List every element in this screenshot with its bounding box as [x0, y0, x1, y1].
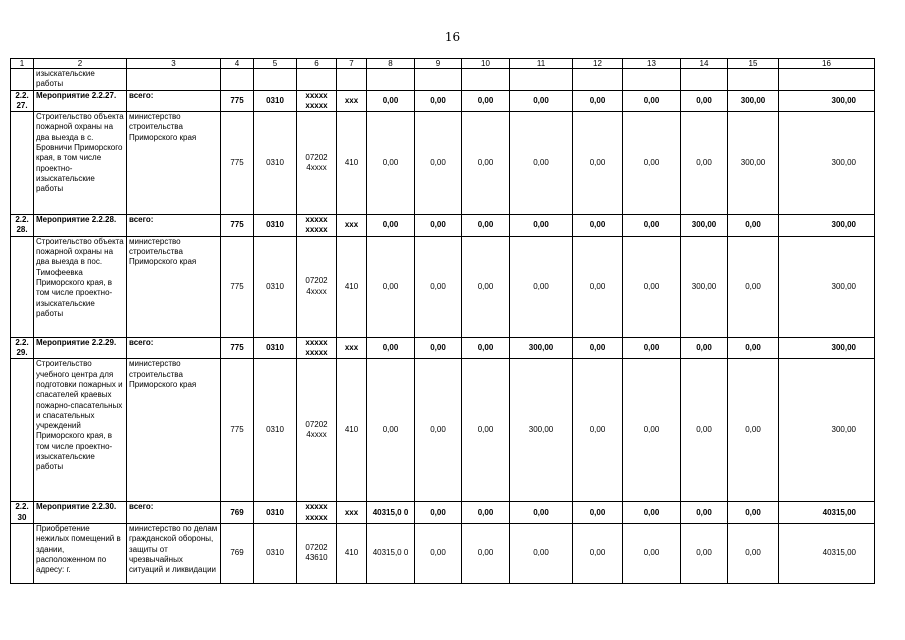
- column-header-8: 8: [367, 59, 415, 69]
- col-8: 0,00: [367, 112, 415, 215]
- continuation-row: [11, 69, 875, 91]
- col-7: ххх: [337, 215, 367, 237]
- total-row: [11, 215, 875, 237]
- column-header-6: 6: [297, 59, 337, 69]
- funding-source: министерство по делам гражданской обороны, защиты от чрезвычайных ситуаций и ликвидации: [127, 523, 221, 583]
- item-number: 2.2. 27.: [11, 90, 34, 112]
- item-name: Строительство объекта пожарной охраны на два выезда в с. Бровничи Приморского края, в том числе проектно-изыскательские работы: [34, 112, 127, 215]
- col-9: 0,00: [415, 90, 462, 112]
- detail-row: [11, 112, 875, 215]
- column-header-1: 1: [11, 59, 34, 69]
- col-11: 0,00: [510, 236, 573, 337]
- col-5: 0310: [254, 523, 297, 583]
- col-5: 0310: [254, 359, 297, 502]
- funding-source: всего:: [127, 90, 221, 112]
- col-15: 300,00: [728, 90, 779, 112]
- col-6: ххххх ххххх: [297, 337, 337, 359]
- col-15: 0,00: [728, 215, 779, 237]
- col-16: 40315,00: [779, 502, 875, 524]
- col-6: ххххх ххххх: [297, 502, 337, 524]
- column-header-16: 16: [779, 59, 875, 69]
- col-8: 40315,0 0: [367, 523, 415, 583]
- col-13: 0,00: [623, 523, 681, 583]
- funding-source: министерство строительства Приморского края: [127, 359, 221, 502]
- col-10: 0,00: [462, 502, 510, 524]
- funding-source: министерство строительства Приморского края: [127, 112, 221, 215]
- col-12: 0,00: [573, 502, 623, 524]
- item-name: Строительство учебного центра для подготовки пожарных и спасателей краевых пожарно-спасательных и спасательных учреждений Приморского края, в том числе проектно-изыскательские работы: [34, 359, 127, 502]
- page-number: 16: [444, 30, 461, 44]
- column-header-13: 13: [623, 59, 681, 69]
- total-row: [11, 337, 875, 359]
- col-4: 775: [221, 236, 254, 337]
- col-5: 0310: [254, 236, 297, 337]
- detail-row: [11, 236, 875, 337]
- col-14: 0,00: [681, 359, 728, 502]
- col-8: 0,00: [367, 337, 415, 359]
- col-11: 0,00: [510, 523, 573, 583]
- col-5: 0310: [254, 337, 297, 359]
- col-7: ххх: [337, 337, 367, 359]
- col-9: 0,00: [415, 215, 462, 237]
- detail-row: [11, 523, 875, 583]
- col-14: 300,00: [681, 236, 728, 337]
- col-16: 40315,00: [779, 523, 875, 583]
- item-name: Мероприятие 2.2.28.: [34, 215, 127, 237]
- col-7: ххх: [337, 90, 367, 112]
- col-8: 0,00: [367, 359, 415, 502]
- col-11: 0,00: [510, 502, 573, 524]
- col-10: 0,00: [462, 523, 510, 583]
- col-11: 0,00: [510, 215, 573, 237]
- item-name: Приобретение нежилых помещений в здании, расположенном по адресу: г.: [34, 523, 127, 583]
- col-8: 0,00: [367, 236, 415, 337]
- col-8: 0,00: [367, 90, 415, 112]
- col-12: 0,00: [573, 215, 623, 237]
- column-header-12: 12: [573, 59, 623, 69]
- item-number: 2.2. 29.: [11, 337, 34, 359]
- col-7: 410: [337, 523, 367, 583]
- col-4: 775: [221, 215, 254, 237]
- col-11: 0,00: [510, 112, 573, 215]
- item-name: Строительство объекта пожарной охраны на два выезда в пос. Тимофеевка Приморского края, в том числе проектно-изыскательские работы: [34, 236, 127, 337]
- col-14: 0,00: [681, 112, 728, 215]
- col-13: 0,00: [623, 90, 681, 112]
- col-9: 0,00: [415, 236, 462, 337]
- col-6: ххххх ххххх: [297, 215, 337, 237]
- col-6: 07202 4хххх: [297, 112, 337, 215]
- item-number: [11, 359, 34, 502]
- budget-table: [10, 58, 875, 584]
- col-9: 0,00: [415, 112, 462, 215]
- column-header-4: 4: [221, 59, 254, 69]
- col-15: 0,00: [728, 337, 779, 359]
- col-10: 0,00: [462, 112, 510, 215]
- item-name: Мероприятие 2.2.27.: [34, 90, 127, 112]
- item-name: Мероприятие 2.2.30.: [34, 502, 127, 524]
- col-14: 0,00: [681, 502, 728, 524]
- col-15: 0,00: [728, 236, 779, 337]
- col-7: 410: [337, 112, 367, 215]
- col-4: 769: [221, 502, 254, 524]
- col-12: 0,00: [573, 359, 623, 502]
- funding-source: всего:: [127, 337, 221, 359]
- col-13: 0,00: [623, 502, 681, 524]
- column-header-15: 15: [728, 59, 779, 69]
- col-16: 300,00: [779, 112, 875, 215]
- detail-row: [11, 359, 875, 502]
- col-16: 300,00: [779, 215, 875, 237]
- col-10: 0,00: [462, 236, 510, 337]
- col-11: 0,00: [510, 90, 573, 112]
- col-16: 300,00: [779, 337, 875, 359]
- col-6: 07202 4хххх: [297, 359, 337, 502]
- col-10: 0,00: [462, 215, 510, 237]
- column-header-14: 14: [681, 59, 728, 69]
- col-6: 07202 43610: [297, 523, 337, 583]
- col-11: 300,00: [510, 337, 573, 359]
- col-13: 0,00: [623, 337, 681, 359]
- col-10: 0,00: [462, 337, 510, 359]
- col-6: 07202 4хххх: [297, 236, 337, 337]
- col-12: 0,00: [573, 90, 623, 112]
- col-4: 769: [221, 523, 254, 583]
- column-header-row: [11, 59, 875, 69]
- col-5: 0310: [254, 112, 297, 215]
- funding-source: министерство строительства Приморского края: [127, 236, 221, 337]
- item-name: Мероприятие 2.2.29.: [34, 337, 127, 359]
- total-row: [11, 90, 875, 112]
- col-15: 0,00: [728, 359, 779, 502]
- col-4: 775: [221, 112, 254, 215]
- col-13: 0,00: [623, 112, 681, 215]
- col-13: 0,00: [623, 359, 681, 502]
- col-4: 775: [221, 90, 254, 112]
- col-11: 300,00: [510, 359, 573, 502]
- col-13: 0,00: [623, 236, 681, 337]
- col-16: 300,00: [779, 359, 875, 502]
- item-number: [11, 236, 34, 337]
- col-4: 775: [221, 359, 254, 502]
- col-9: 0,00: [415, 337, 462, 359]
- col-7: ххх: [337, 502, 367, 524]
- col-14: 300,00: [681, 215, 728, 237]
- col-10: 0,00: [462, 359, 510, 502]
- col-6: ххххх ххххх: [297, 90, 337, 112]
- column-header-11: 11: [510, 59, 573, 69]
- column-header-3: 3: [127, 59, 221, 69]
- total-row: [11, 502, 875, 524]
- col-9: 0,00: [415, 359, 462, 502]
- col-5: 0310: [254, 90, 297, 112]
- col-16: 300,00: [779, 236, 875, 337]
- col-12: 0,00: [573, 236, 623, 337]
- item-number: [11, 112, 34, 215]
- col-16: 300,00: [779, 90, 875, 112]
- col-15: 300,00: [728, 112, 779, 215]
- col-7: 410: [337, 236, 367, 337]
- col-15: 0,00: [728, 502, 779, 524]
- column-header-7: 7: [337, 59, 367, 69]
- col-12: 0,00: [573, 523, 623, 583]
- column-header-5: 5: [254, 59, 297, 69]
- item-number: 2.2. 28.: [11, 215, 34, 237]
- col-15: 0,00: [728, 523, 779, 583]
- col-4: 775: [221, 337, 254, 359]
- col-14: 0,00: [681, 90, 728, 112]
- col-13: 0,00: [623, 215, 681, 237]
- col-9: 0,00: [415, 523, 462, 583]
- col-8: 0,00: [367, 215, 415, 237]
- funding-source: всего:: [127, 215, 221, 237]
- col-14: 0,00: [681, 337, 728, 359]
- column-header-9: 9: [415, 59, 462, 69]
- continuation-text: изыскательские работы: [34, 69, 127, 91]
- item-number: 2.2. 30: [11, 502, 34, 524]
- col-8: 40315,0 0: [367, 502, 415, 524]
- funding-source: всего:: [127, 502, 221, 524]
- col-5: 0310: [254, 502, 297, 524]
- column-header-2: 2: [34, 59, 127, 69]
- col-10: 0,00: [462, 90, 510, 112]
- col-9: 0,00: [415, 502, 462, 524]
- col-12: 0,00: [573, 112, 623, 215]
- col-12: 0,00: [573, 337, 623, 359]
- col-5: 0310: [254, 215, 297, 237]
- col-14: 0,00: [681, 523, 728, 583]
- item-number: [11, 523, 34, 583]
- column-header-10: 10: [462, 59, 510, 69]
- col-7: 410: [337, 359, 367, 502]
